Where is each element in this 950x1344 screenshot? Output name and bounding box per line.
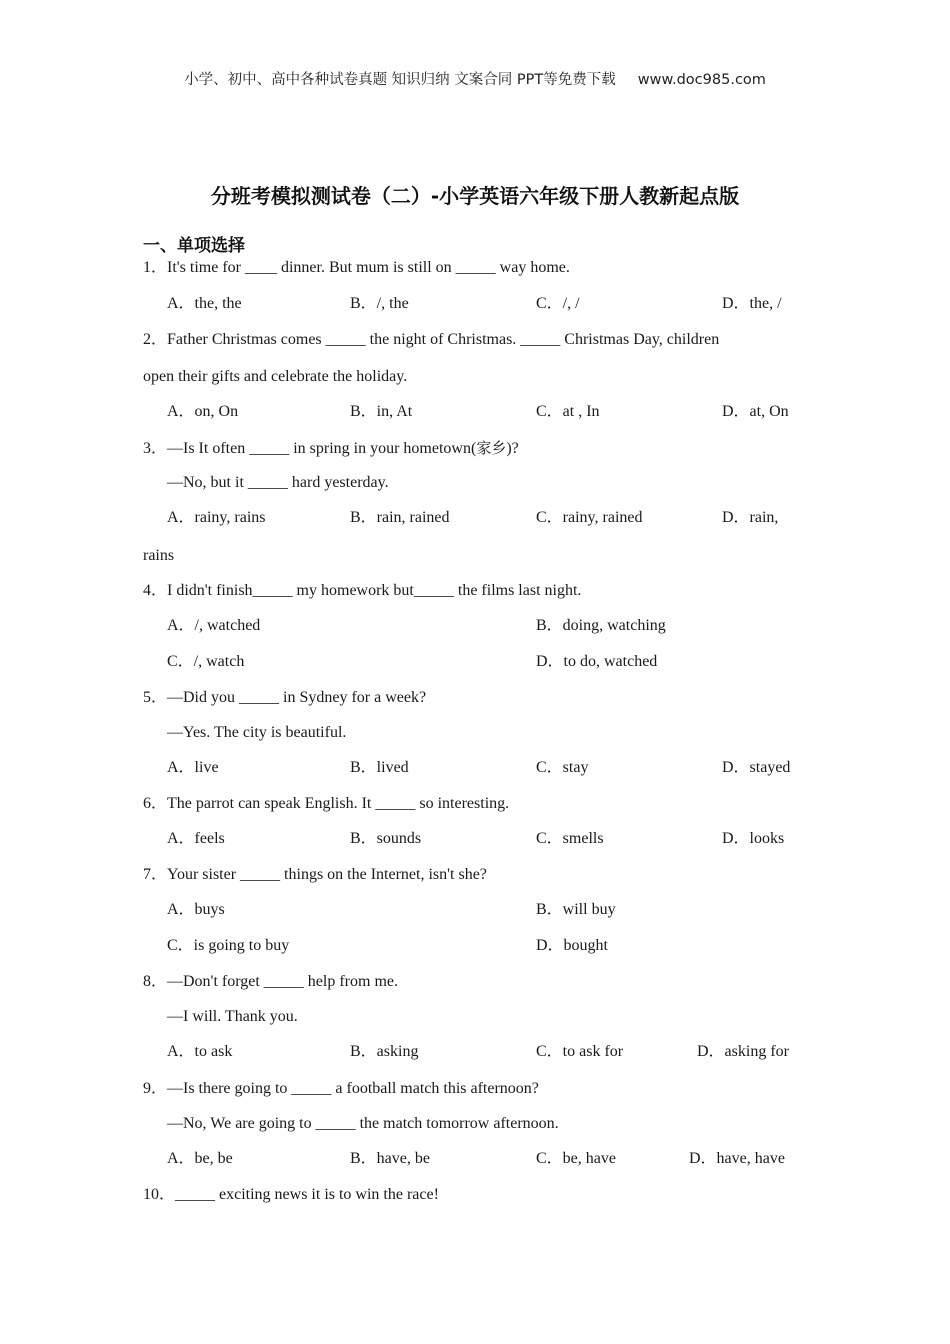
q6-option-d: D．looks	[722, 830, 785, 847]
q4-option-c: C．/, watch	[167, 653, 245, 670]
q3-option-d: D．rain,	[722, 509, 779, 526]
q7-option-c: C．is going to buy	[167, 937, 290, 954]
q3-option-c: C．rainy, rained	[536, 509, 643, 526]
q2-option-a: A．on, On	[167, 403, 239, 420]
question-7: 7．Your sister _____ things on the Internet, isn't she?	[143, 866, 487, 883]
question-8: 8．—Don't forget _____ help from me.	[143, 973, 398, 990]
q4-option-b: B．doing, watching	[536, 617, 666, 634]
question-10: 10．_____ exciting news it is to win the race!	[143, 1186, 439, 1203]
question-1: 1．It's time for ____ dinner. But mum is still on _____ way home.	[143, 259, 570, 276]
question-2: 2．Father Christmas comes _____ the night of Christmas. _____ Christmas Day, children	[143, 331, 720, 348]
q3-text-b: )?	[506, 440, 519, 457]
q3-text-a: 3．—Is It often _____ in spring in your hometown(	[143, 440, 477, 457]
header-text: 小学、初中、高中各种试卷真题 知识归纳 文案合同 PPT等免费下载	[184, 72, 616, 88]
question-3	[143, 438, 519, 459]
q8-option-c: C．to ask for	[536, 1043, 624, 1060]
q2-option-d: D．at, On	[722, 403, 789, 420]
q8-option-d: D．asking for	[697, 1043, 789, 1060]
q5-option-c: C．stay	[536, 759, 589, 776]
q3-option-a: A．rainy, rains	[167, 509, 266, 526]
question-3-reply: —No, but it _____ hard yesterday.	[167, 474, 389, 491]
question-5: 5．—Did you _____ in Sydney for a week?	[143, 689, 427, 706]
q1-option-c: C．/, /	[536, 295, 580, 312]
q5-option-b: B．lived	[350, 759, 409, 776]
page-title: 分班考模拟测试卷（二）-小学英语六年级下册人教新起点版	[210, 184, 740, 208]
section-heading: 一、单项选择	[143, 236, 245, 256]
q7-option-a: A．buys	[167, 901, 225, 918]
q9-option-d: D．have, have	[689, 1150, 785, 1167]
q8-option-b: B．asking	[350, 1043, 419, 1060]
q9-option-c: C．be, have	[536, 1150, 616, 1167]
q4-option-d: D．to do, watched	[536, 653, 658, 670]
q5-option-d: D．stayed	[722, 759, 791, 776]
q6-option-c: C．smells	[536, 830, 604, 847]
q9-option-a: A．be, be	[167, 1150, 233, 1167]
q5-option-a: A．live	[167, 759, 219, 776]
question-8-reply: —I will. Thank you.	[167, 1008, 298, 1025]
q7-option-b: B．will buy	[536, 901, 616, 918]
q9-option-b: B．have, be	[350, 1150, 430, 1167]
q4-option-a: A．/, watched	[167, 617, 261, 634]
header-site: www.doc985.com	[637, 72, 766, 88]
question-9: 9．—Is there going to _____ a football match this afternoon?	[143, 1080, 539, 1097]
question-2-cont: open their gifts and celebrate the holiday.	[143, 368, 408, 385]
page-header	[0, 68, 950, 89]
question-9-reply: —No, We are going to _____ the match tomorrow afternoon.	[167, 1115, 559, 1132]
q1-option-a: A．the, the	[167, 295, 242, 312]
q7-option-d: D．bought	[536, 937, 609, 954]
q6-option-b: B．sounds	[350, 830, 422, 847]
q6-option-a: A．feels	[167, 830, 225, 847]
q2-option-c: C．at , In	[536, 403, 600, 420]
q1-option-d: D．the, /	[722, 295, 782, 312]
q2-option-b: B．in, At	[350, 403, 413, 420]
q1-option-b: B．/, the	[350, 295, 409, 312]
question-5-reply: —Yes. The city is beautiful.	[167, 724, 347, 741]
question-4: 4．I didn't finish_____ my homework but_____ the films last night.	[143, 582, 582, 599]
q3-option-b: B．rain, rained	[350, 509, 450, 526]
q8-option-a: A．to ask	[167, 1043, 233, 1060]
question-6: 6．The parrot can speak English. It _____ so interesting.	[143, 795, 510, 812]
q3-text-cn: 家乡	[476, 439, 507, 457]
q3-option-d-cont: rains	[143, 547, 175, 564]
